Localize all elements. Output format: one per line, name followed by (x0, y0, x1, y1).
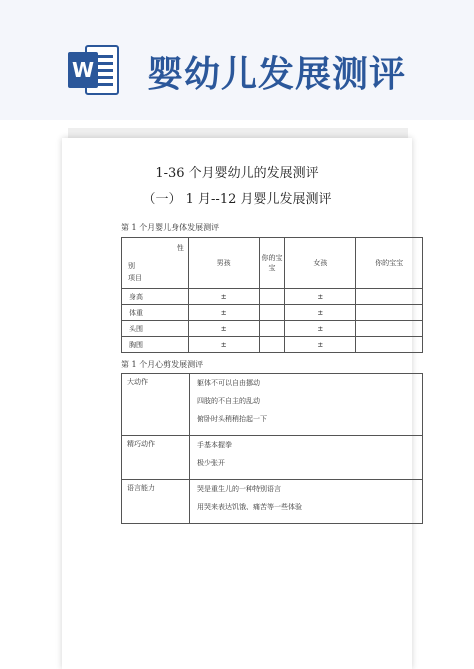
table-row (122, 305, 423, 321)
row-item: 身高 (122, 289, 189, 305)
girl-value: ± (285, 321, 356, 337)
header-banner (0, 0, 474, 120)
boy-value: ± (188, 289, 259, 305)
physical-section-label: 第 1 个月婴儿身体发展测评 (121, 223, 220, 232)
header-item-label: 项目 (128, 274, 142, 282)
your-baby-value (356, 321, 423, 337)
boy-value: ± (188, 321, 259, 337)
document-title: 1-36 个月婴幼儿的发展测评 (155, 166, 319, 181)
word-document-icon (66, 42, 122, 98)
list-item: 用哭来表达饥饿、痛苦等一些体验 (197, 503, 302, 511)
table-row (122, 289, 423, 305)
table-row (122, 337, 423, 353)
header-gender-label-top: 性 (176, 244, 184, 252)
category-cell: 精巧动作 (122, 436, 190, 480)
document-subtitle: （一） 1 月--12 月婴儿发展测评 (142, 192, 332, 207)
table-row (122, 436, 423, 480)
header-gender-label-middle: 别 (128, 262, 135, 270)
girl-value: ± (285, 305, 356, 321)
your-baby-value (356, 305, 423, 321)
your-baby-value (259, 337, 285, 353)
category-cell: 大动作 (122, 374, 190, 436)
column-header-your-baby: 你的宝宝 (356, 238, 423, 289)
your-baby-value (356, 337, 423, 353)
row-item: 体重 (122, 305, 189, 321)
items-cell (190, 436, 423, 480)
list-item: 俯卧时头稍稍抬起一下 (197, 415, 267, 423)
word-icon-letter: W (71, 58, 95, 82)
your-baby-value (259, 289, 285, 305)
list-item: 哭是重生儿的一种特别语言 (197, 485, 281, 493)
table-row (122, 321, 423, 337)
mental-development-table (121, 373, 423, 524)
category-cell: 语言能力 (122, 480, 190, 524)
your-baby-value (356, 289, 423, 305)
mental-section-label: 第 1 个月心剪发展测评 (121, 360, 204, 369)
column-header-your-baby: 你的宝宝 (259, 238, 285, 289)
your-baby-value (259, 305, 285, 321)
table-row (122, 374, 423, 436)
your-baby-value (259, 321, 285, 337)
row-item: 头围 (122, 321, 189, 337)
column-header-girl: 女孩 (285, 238, 356, 289)
list-item: 四肢的不自主的乱动 (197, 397, 260, 405)
document-heading: 婴幼儿发展测评 (147, 54, 407, 95)
document-page (62, 138, 412, 669)
row-item: 胸围 (122, 337, 189, 353)
list-item: 手基本握拳 (197, 441, 232, 449)
items-cell (190, 480, 423, 524)
boy-value: ± (188, 305, 259, 321)
girl-value: ± (285, 289, 356, 305)
list-item: 极少张开 (197, 459, 225, 467)
boy-value: ± (188, 337, 259, 353)
header-diagonal-cell (122, 238, 189, 289)
column-header-boy: 男孩 (188, 238, 259, 289)
girl-value: ± (285, 337, 356, 353)
table-row (122, 480, 423, 524)
list-item: 躯体不可以自由挪动 (197, 379, 260, 387)
items-cell (190, 374, 423, 436)
physical-development-table (121, 237, 423, 353)
